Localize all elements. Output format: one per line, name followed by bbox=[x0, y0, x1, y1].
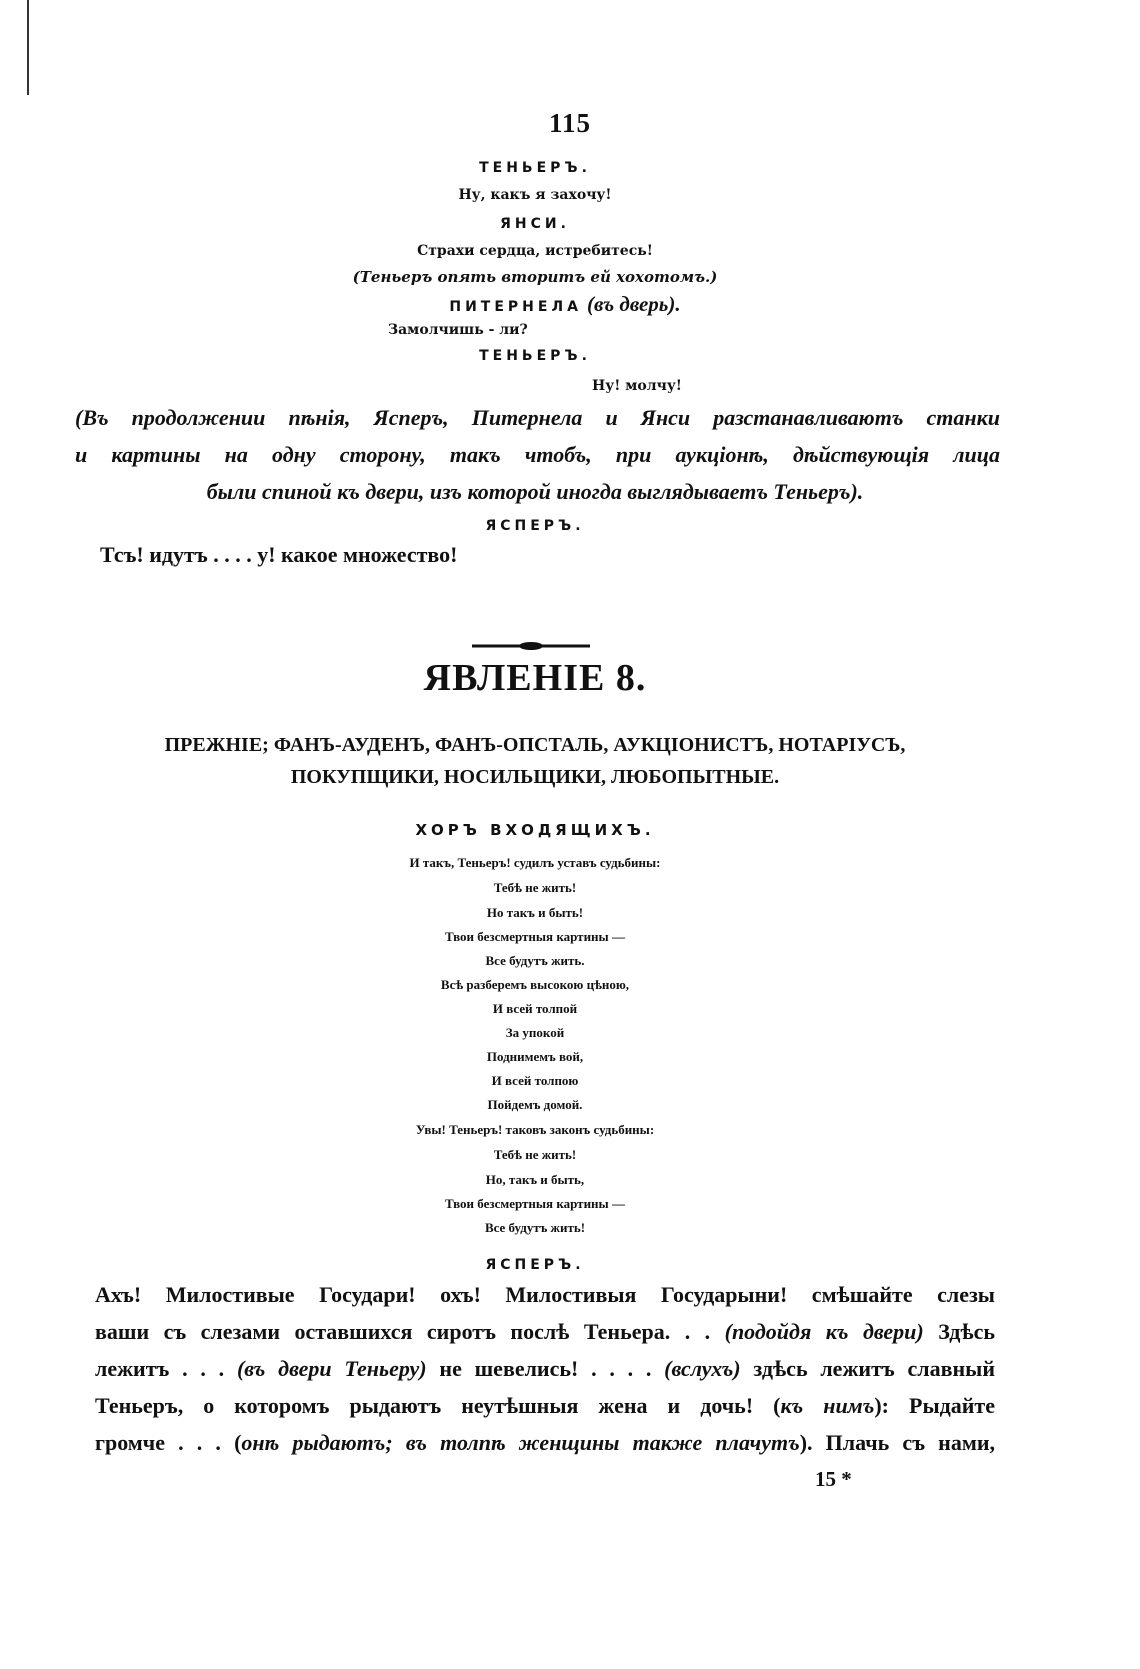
line-yasper: Тсъ! идутъ . . . . у! какое множество! bbox=[100, 542, 458, 567]
chorus-line: Твои безсмертныя картины — bbox=[445, 929, 625, 944]
speech-direction: онѣ рыдаютъ; въ толпѣ женщины также плачутъ bbox=[241, 1430, 800, 1455]
chorus-line: И всей толпой bbox=[492, 1001, 578, 1016]
chorus-line: Всѣ разберемъ высокою цѣною, bbox=[440, 977, 630, 992]
chorus-line: Тебѣ не жить! bbox=[493, 880, 577, 895]
speaker-piternela: ПИТЕРНЕЛА bbox=[449, 299, 582, 315]
chorus-heading: ХОРЪ ВХОДЯЩИХЪ. bbox=[415, 821, 655, 839]
speech-line-2 bbox=[95, 1319, 995, 1345]
chorus-line: Все будутъ жить! bbox=[484, 1220, 586, 1235]
page-number: 115 bbox=[548, 108, 591, 138]
stage-direction-2-line-2: и картины на одну сторону, такъ чтобъ, при аукціонѣ, дѣйствующія лица bbox=[75, 442, 1000, 467]
speaker-yasper: ЯСПЕРЪ. bbox=[485, 518, 585, 534]
chorus-line: И всей толпою bbox=[491, 1073, 579, 1088]
speaker-tenier-2: ТЕНЬЕРЪ. bbox=[479, 348, 591, 364]
signature-mark: 15 * bbox=[815, 1467, 852, 1491]
speech-text: ). Плачь съ нами, bbox=[799, 1430, 996, 1455]
speech-text: ): Рыдайте bbox=[874, 1393, 995, 1418]
line-tenier-1: Ну, какъ я захочу! bbox=[458, 187, 612, 203]
line-tenier-2: Ну! молчу! bbox=[592, 378, 682, 394]
chorus-line: Твои безсмертныя картины — bbox=[445, 1196, 625, 1211]
speaker-piternela-line bbox=[0, 292, 1135, 317]
speech-text: ваши съ слезами оставшихся сиротъ послѣ Теньера. . . bbox=[95, 1319, 725, 1344]
speech-text: Теньеръ, о которомъ рыдаютъ неутѣшныя жена и дочь! ( bbox=[95, 1393, 781, 1418]
speaker-yansi: ЯНСИ. bbox=[500, 216, 570, 232]
chorus-line: Тебѣ не жить! bbox=[493, 1147, 577, 1162]
stage-direction-2-line-3: были спиной къ двери, изъ которой иногда выглядываетъ Теньеръ). bbox=[206, 479, 864, 504]
speech-text: Здѣсь bbox=[923, 1319, 995, 1344]
ornamental-divider bbox=[0, 636, 1140, 656]
stage-direction-2-line-1: (Въ продолжении пѣнія, Ясперъ, Питернела и Янси разстанавливаютъ станки bbox=[75, 405, 1000, 430]
line-yansi: Страхи сердца, истребитесь! bbox=[417, 243, 653, 259]
speech-text: лежитъ . . . bbox=[95, 1356, 237, 1381]
speech-line-1: Ахъ! Милостивые Государи! охъ! Милостивыя Государыни! смѣшайте слезы bbox=[95, 1282, 995, 1307]
chorus-line: Но такъ и быть! bbox=[486, 905, 584, 920]
margin-rule bbox=[27, 0, 29, 95]
speech-text: громче . . . ( bbox=[95, 1430, 242, 1455]
chorus-line: Увы! Теньеръ! таковъ законъ судьбины: bbox=[415, 1122, 655, 1137]
line-piternela: Замолчишь - ли? bbox=[388, 322, 528, 338]
chorus-line: И такъ, Теньеръ! судилъ уставъ судьбины: bbox=[409, 855, 661, 870]
chorus-line: Все будутъ жить. bbox=[485, 953, 585, 968]
chorus-line: Поднимемъ вой, bbox=[486, 1049, 584, 1064]
cast-line-2: ПОКУПЩИКИ, НОСИЛЬЩИКИ, ЛЮБОПЫТНЫЕ. bbox=[290, 766, 780, 788]
stage-direction-1: (Теньеръ опять вторитъ ей хохотомъ.) bbox=[352, 268, 718, 286]
speech-direction: къ нимъ bbox=[780, 1393, 875, 1418]
chorus-line: За упокой bbox=[505, 1025, 565, 1040]
speaker-tenier: ТЕНЬЕРЪ. bbox=[479, 160, 591, 176]
speech-text: не шевелись! . . . . bbox=[426, 1356, 665, 1381]
scene-title: ЯВЛЕНІЕ 8. bbox=[423, 657, 647, 699]
chorus-line: Пойдемъ домой. bbox=[487, 1097, 583, 1112]
speech-direction: (вслухъ) bbox=[664, 1356, 741, 1381]
chorus-line: Но, такъ и быть, bbox=[485, 1172, 585, 1187]
speech-line-4 bbox=[95, 1393, 995, 1419]
piternela-direction: (въ дверь). bbox=[587, 292, 681, 316]
speech-text: здѣсь лежитъ славный bbox=[740, 1356, 995, 1381]
speech-line-3 bbox=[95, 1356, 995, 1382]
speech-line-5 bbox=[95, 1430, 995, 1456]
cast-line-1: ПРЕЖНІЕ; ФАНЪ-АУДЕНЪ, ФАНЪ-ОПСТАЛЬ, АУКЦІОНИСТЪ, НОТАРІУСЪ, bbox=[164, 734, 906, 756]
speech-direction: (подойдя къ двери) bbox=[724, 1319, 924, 1344]
speaker-yasper-2: ЯСПЕРЪ. bbox=[485, 1257, 585, 1273]
speech-direction: (въ двери Теньеру) bbox=[236, 1356, 427, 1381]
